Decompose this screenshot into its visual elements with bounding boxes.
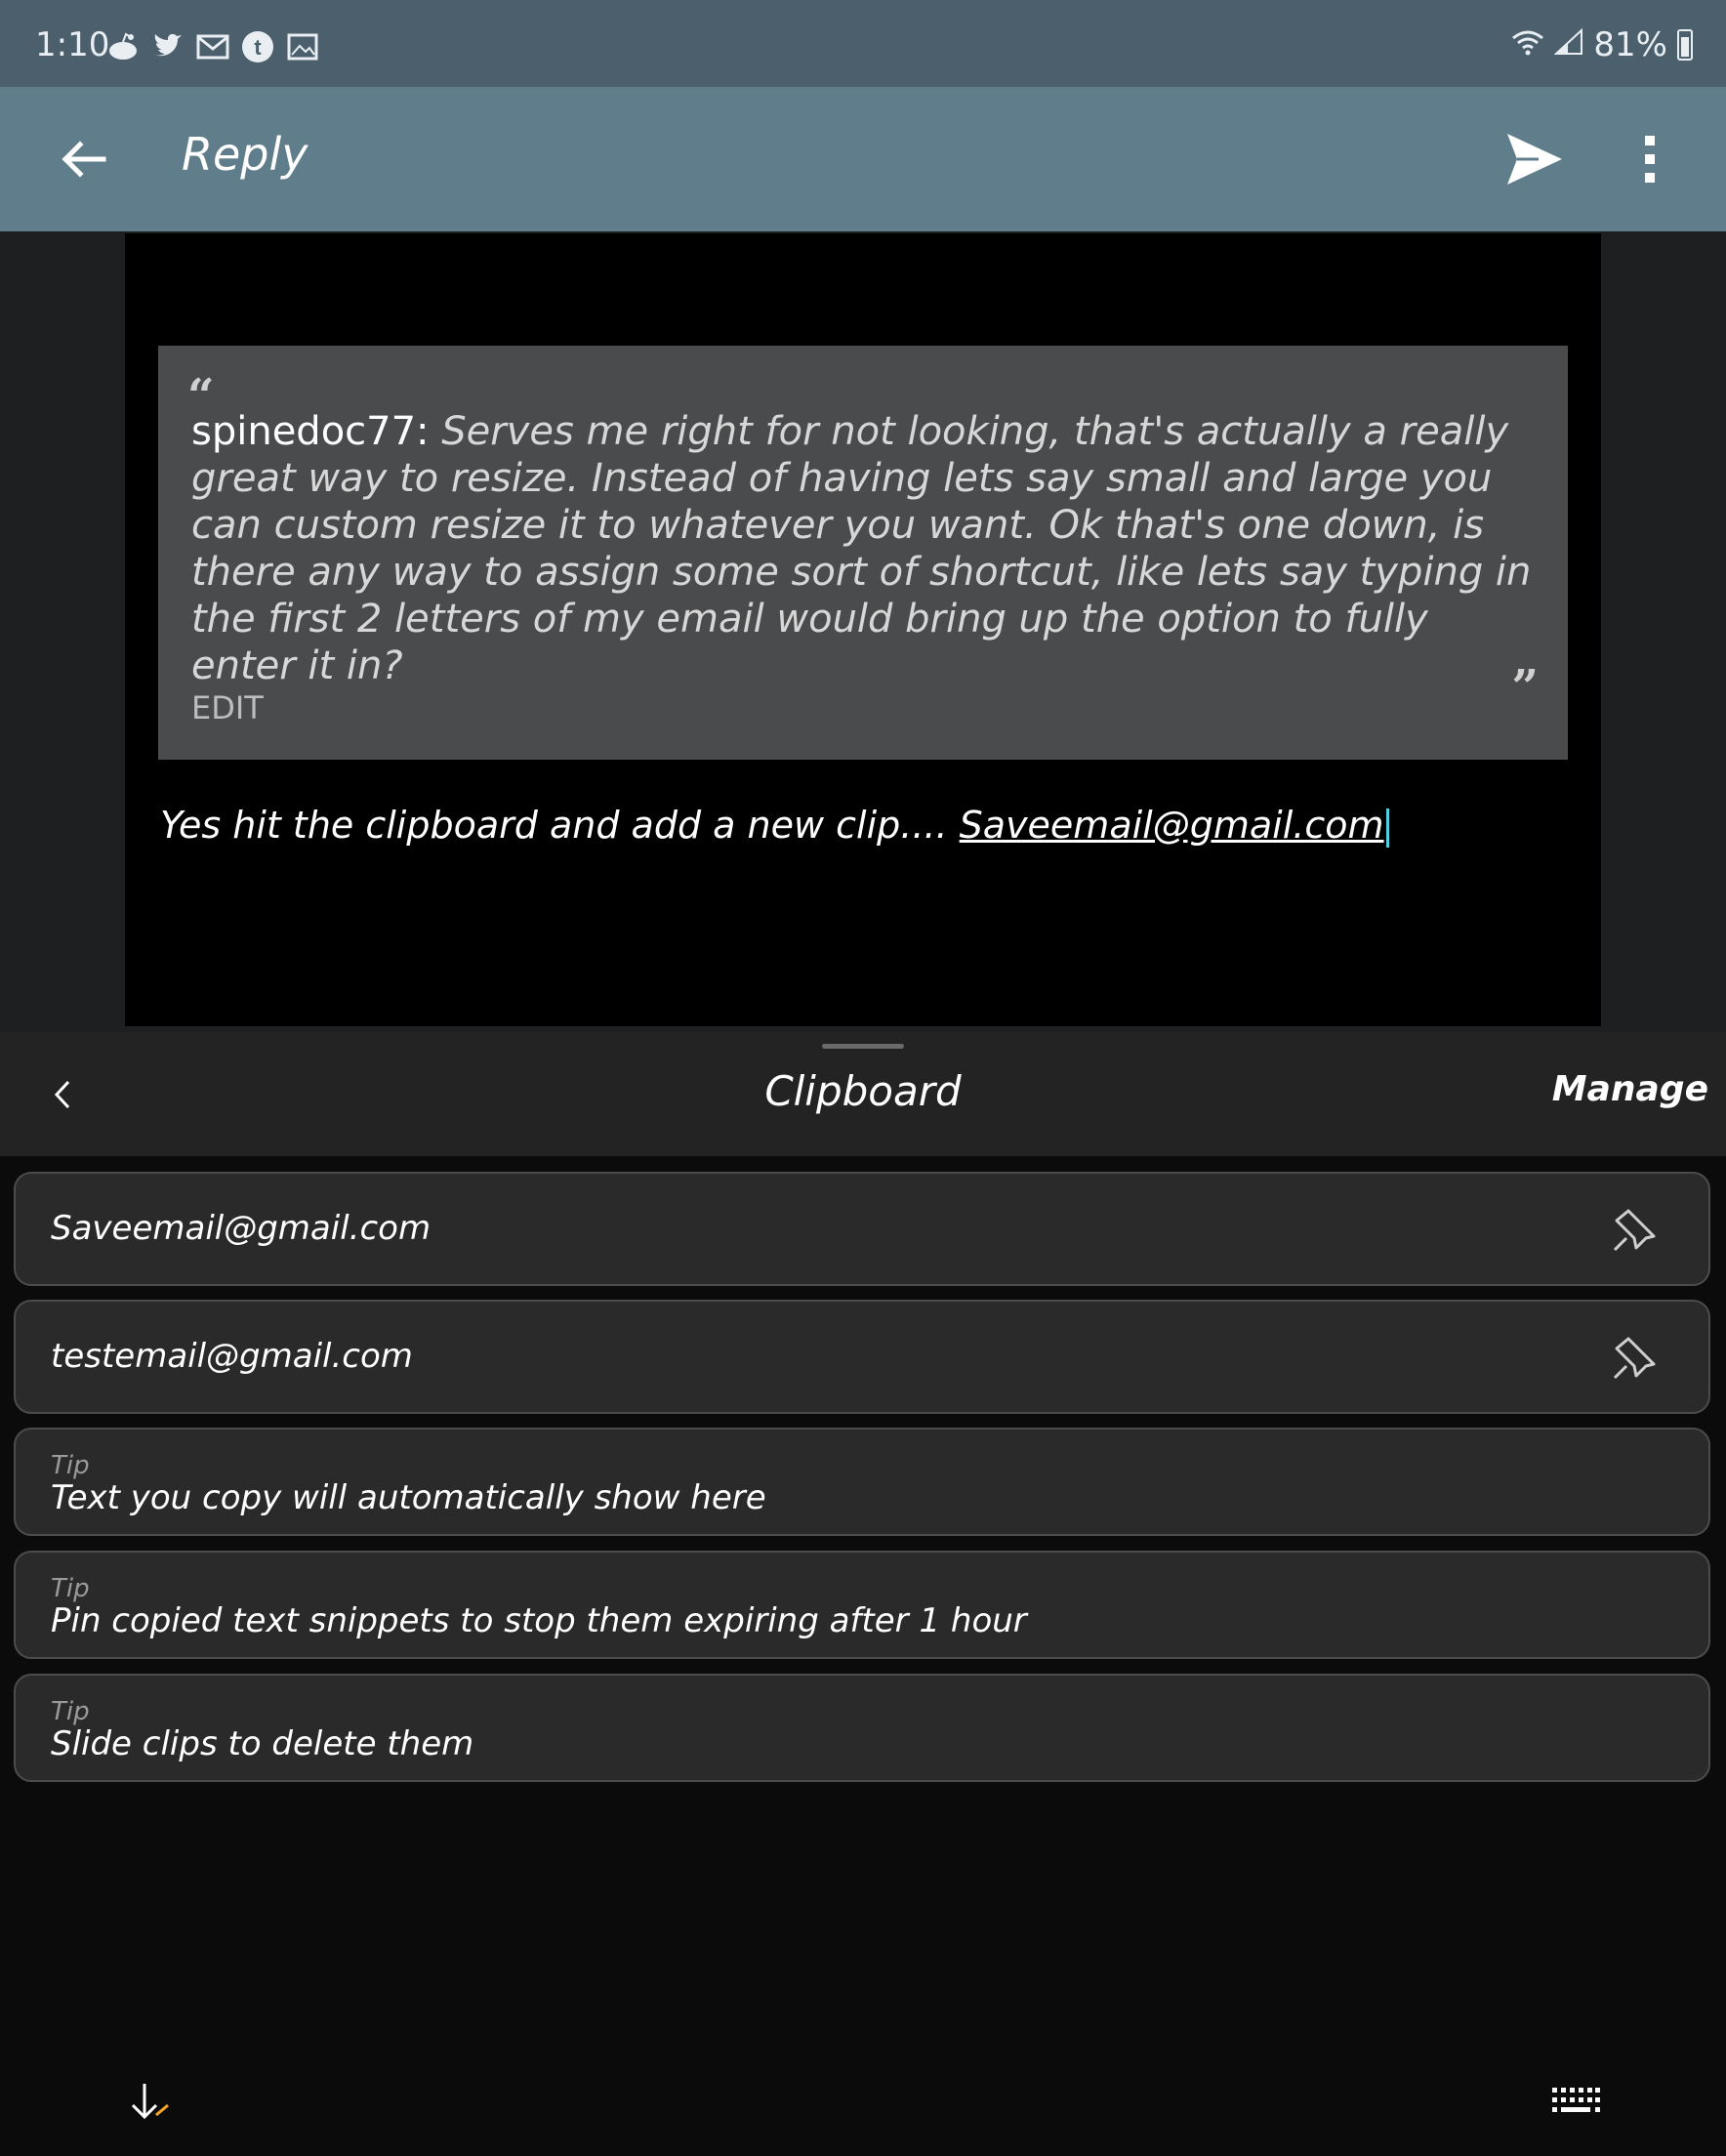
pin-icon	[1609, 1335, 1658, 1384]
reply-body: Yes hit the clipboard and add a new clip....	[160, 804, 960, 847]
status-right	[1511, 25, 1693, 64]
pin-button[interactable]	[1609, 1207, 1658, 1256]
wifi-icon	[1511, 25, 1544, 64]
send-icon	[1503, 128, 1566, 190]
tumblr-icon	[240, 29, 275, 64]
quote-body: Serves me right for not looking, that's actually a really great way to resize. Instead of having lets say small and large you can custom resize it to whatever you want. Ok that's one down, is there any way to assign some sort of shortcut, like lets say typing in the first 2 letters of my email would bring up the option to fully enter it in?	[191, 409, 1532, 688]
pin-icon	[1609, 1207, 1658, 1256]
reddit-icon	[105, 29, 141, 64]
tip-item	[14, 1551, 1710, 1659]
clip-item[interactable]	[14, 1172, 1710, 1286]
clip-text: Saveemail@gmail.com	[51, 1209, 432, 1248]
manage-button[interactable]: Manage	[1551, 1069, 1708, 1109]
tip-item	[14, 1674, 1710, 1782]
tip-label: Tip	[51, 1574, 90, 1603]
compose-area	[0, 231, 1726, 1032]
text-cursor	[1386, 808, 1389, 848]
battery-percent: 81%	[1593, 25, 1667, 64]
gmail-icon	[195, 29, 230, 64]
reply-text[interactable]	[160, 804, 1389, 848]
tip-label: Tip	[51, 1451, 90, 1480]
svg-text:t: t	[254, 35, 262, 60]
battery-icon	[1677, 29, 1693, 61]
clipboard-title: Clipboard	[764, 1067, 962, 1115]
quote-block	[158, 346, 1568, 760]
status-time: 1:10	[35, 25, 110, 64]
keyboard-icon	[1550, 2086, 1601, 2121]
open-quote-icon: “	[187, 369, 215, 424]
clip-text: testemail@gmail.com	[51, 1337, 413, 1376]
more-vert-icon	[1632, 130, 1667, 188]
tip-item	[14, 1428, 1710, 1536]
gallery-icon	[285, 29, 320, 64]
send-button[interactable]	[1503, 128, 1566, 190]
tip-text: Pin copied text snippets to stop them expiring after 1 hour	[51, 1601, 1027, 1640]
reply-email-link[interactable]: Saveemail@gmail.com	[959, 804, 1384, 847]
close-quote-icon: ”	[1511, 660, 1539, 715]
tip-text: Text you copy will automatically show here	[51, 1478, 766, 1517]
twitter-icon	[150, 29, 185, 64]
quote-text	[191, 408, 1539, 689]
clip-item[interactable]	[14, 1300, 1710, 1414]
compose-editor[interactable]	[125, 233, 1601, 1026]
edit-quote-button[interactable]: EDIT	[191, 689, 264, 726]
notification-icons	[105, 29, 320, 64]
drag-handle[interactable]	[822, 1044, 904, 1049]
app-bar	[0, 87, 1726, 231]
status-bar	[0, 0, 1726, 87]
page-title: Reply	[182, 128, 308, 181]
clipboard-header	[0, 1032, 1726, 1156]
hide-keyboard-button[interactable]	[127, 2080, 176, 2123]
pin-button[interactable]	[1609, 1335, 1658, 1384]
clipboard-panel	[0, 1032, 1726, 2156]
back-button[interactable]	[55, 130, 113, 188]
arrow-down-icon	[127, 2080, 176, 2123]
tip-label: Tip	[51, 1697, 90, 1726]
more-options-button[interactable]	[1632, 130, 1667, 188]
quote-author: spinedoc77:	[191, 409, 430, 454]
tip-text: Slide clips to delete them	[51, 1724, 474, 1763]
keyboard-switch-button[interactable]	[1550, 2086, 1601, 2121]
arrow-back-icon	[55, 130, 113, 188]
signal-icon	[1554, 25, 1583, 64]
